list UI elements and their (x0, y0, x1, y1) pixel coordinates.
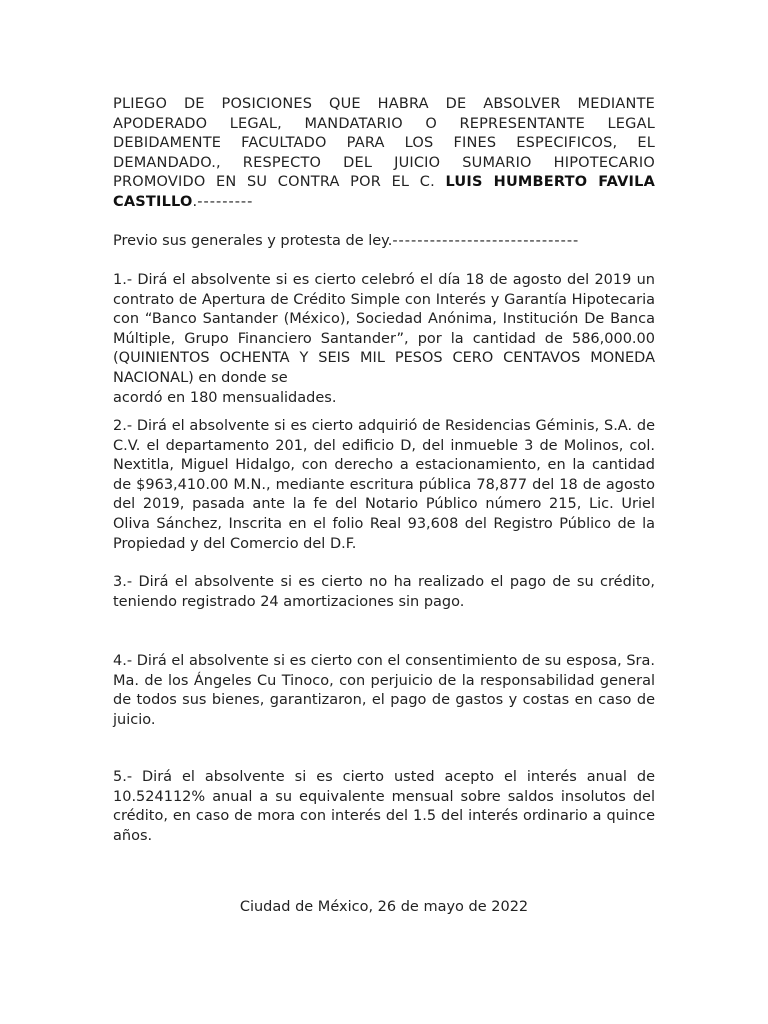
position-2-text: 2.- Dirá el absolvente si es cierto adquirió de Residencias Géminis, S.A. de C.V. el departamento 201, del edificio D, del inmueble 3 de Molinos, col. Nextitla, Miguel Hidalgo, con derecho a estacionamiento, en la cantidad de $963,410.00 M.N., mediante escritura pública 78,877 del 18 de agosto del 2019, pasada ante la fe del Notario Público número 215, Lic. Uriel Oliva Sánchez, Inscrita en el folio Real 93,608 del Registro Público de la Propiedad y del Comercio del D.F. (113, 418, 655, 552)
position-3 (113, 573, 655, 612)
position-5 (113, 768, 655, 846)
heading-end: . (192, 193, 198, 210)
position-1 (113, 271, 655, 389)
intro-dashes: ------------------------------ (392, 233, 580, 249)
position-1-end-text: acordó en 180 mensualidades. (113, 390, 337, 406)
place-and-date: Ciudad de México, 26 de mayo de 2022 (239, 898, 529, 915)
intro-line (113, 232, 665, 252)
position-4 (113, 652, 655, 730)
position-1-text: 1.- Dirá el absolvente si es cierto celebró el día 18 de agosto del 2019 un contrato de Apertura de Crédito Simple con Interés y Garantía Hipotecaria con “Banco Santander (México), Sociedad Anónima, Institución De Banca Múltiple, Grupo Financiero Santander”, por la cantidad de 586,000.00 (QUINIENTOS OCHENTA Y SEIS MIL PESOS CERO CENTAVOS MONEDA NACIONAL) en donde se (113, 272, 655, 386)
position-5-text: 5.- Dirá el absolvente si es cierto usted acepto el interés anual de 10.524112% anual a su equivalente mensual sobre saldos insolutos del crédito, en caso de mora con interés del 1.5 del interés ordinario a quince años. (113, 769, 655, 844)
heading-text: PLIEGO DE POSICIONES QUE HABRA DE ABSOLVER MEDIANTE APODERADO LEGAL, MANDATARIO O REPRESENTANTE LEGAL DEBIDAMENTE FACULTADO PARA LOS FINES ESPECIFICOS, EL DEMANDADO., RESPECTO DEL JUICIO SUMARIO HIPOTECARIO PROMOVIDO EN SU CONTRA POR EL C. (113, 96, 655, 191)
position-3-text: 3.- Dirá el absolvente si es cierto no ha realizado el pago de su crédito, teniendo registrado 24 amortizaciones sin pago. (113, 574, 655, 610)
position-2 (113, 417, 655, 554)
position-1-end (113, 389, 336, 409)
intro-text: Previo sus generales y protesta de ley. (113, 233, 393, 249)
heading-dashes: --------- (197, 193, 254, 210)
position-4-text: 4.- Dirá el absolvente si es cierto con el consentimiento de su esposa, Sra. Ma. de los Ángeles Cu Tinoco, con perjuicio de la responsabilidad general de todos sus bienes, garantizaron, el pago de gastos y costas en caso de juicio. (113, 653, 655, 728)
plaintiff-name: LUIS HUMBERTO FAVILA CASTILLO (113, 174, 655, 210)
document-heading (113, 95, 655, 213)
